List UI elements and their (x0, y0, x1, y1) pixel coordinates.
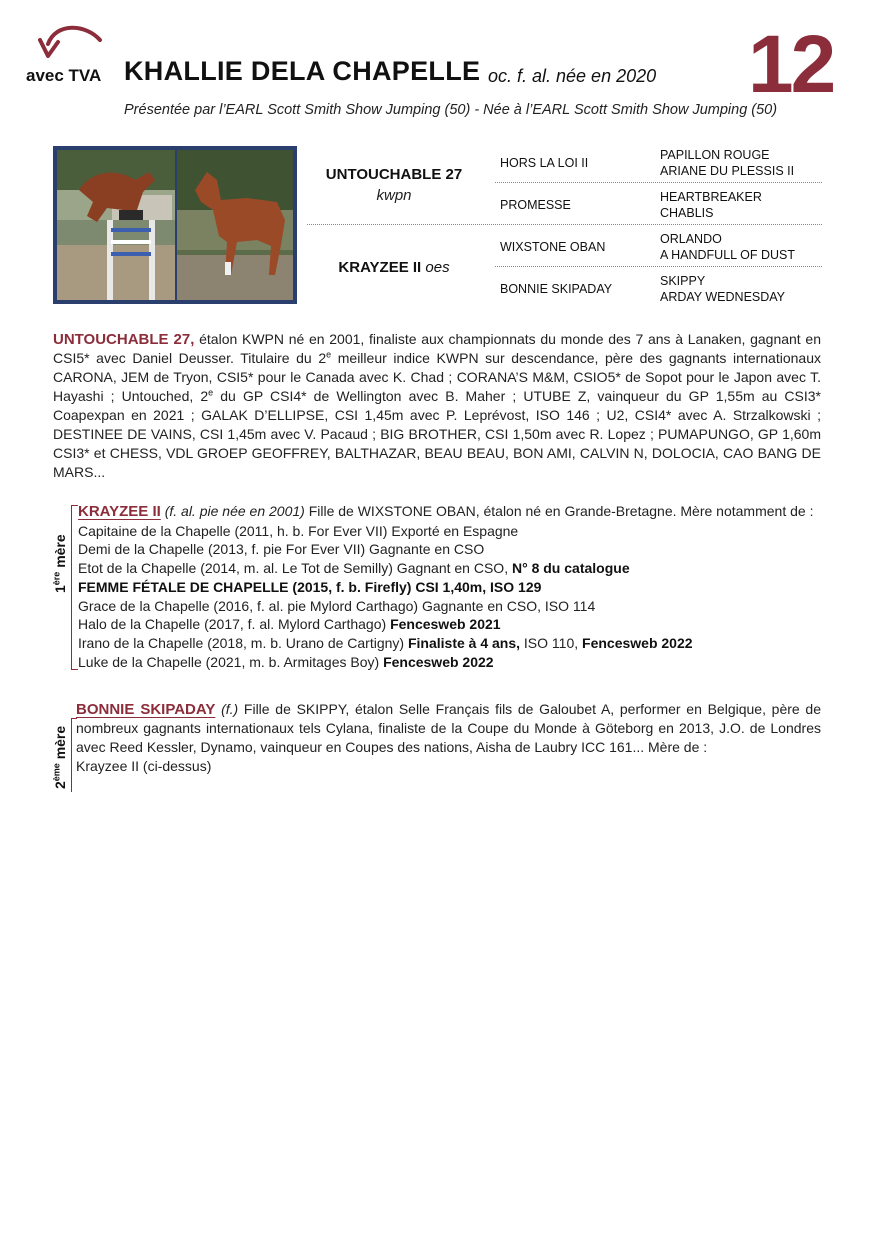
section-tick (71, 505, 78, 506)
granddam-paternal: PROMESSE (500, 198, 571, 212)
tva-label: avec TVA (26, 66, 102, 85)
great-grandparent-highlight: A HANDFULL OF DUST (660, 248, 795, 262)
sire-lead: UNTOUCHABLE 27, (53, 331, 195, 348)
second-dam-name: BONNIE SKIPADAY (76, 701, 216, 718)
first-dam-label: 1ère mère (51, 534, 68, 593)
great-grandparent: ORLANDO (660, 232, 722, 246)
great-grandparent: SKIPPY (660, 274, 706, 288)
horse-photo (53, 146, 297, 304)
grandsire-paternal: HORS LA LOI II (500, 156, 589, 170)
great-grandparent: ARDAY WEDNESDAY (660, 290, 786, 304)
granddam-maternal: BONNIE SKIPADAY (500, 282, 613, 296)
first-dam-header: KRAYZEE II (f. al. pie née en 2001) Fille de WIXSTONE OBAN, étalon né en Grande-Bretagne. Mère notamment de : (78, 503, 814, 520)
second-dam-label: 2ème mère (51, 725, 68, 789)
dam-line (305, 259, 483, 276)
produce-line: Halo de la Chapelle (2017, f. al. Mylord Carthago) Fencesweb 2021 (78, 616, 501, 633)
second-dam-section: BONNIE SKIPADAY (f.) Fille de SKIPPY, étalon Selle Français fils de Galoubet A, performer en Belgique, père de nombreux gagnants internationaux tels Cylana, finaliste de la Coupe du Monde à Göteborg en 2013, J.O. de Londres avec Reed Kessler, Dynamo, vainqueur en Coupes des nations, Aisha de Laubry ICC 161... Mère de : Krayzee II (ci-dessus) (76, 701, 821, 774)
horse-name: KHALLIE DELA CHAPELLE (124, 56, 481, 86)
grandsire-maternal: WIXSTONE OBAN (500, 240, 606, 254)
great-grandparent: PAPILLON ROUGE (660, 148, 770, 162)
produce-line: Grace de la Chapelle (2016, f. al. pie Mylord Carthago) Gagnante en CSO, ISO 114 (78, 597, 596, 614)
jumping-photo (57, 150, 175, 300)
curved-arrow-icon (38, 22, 104, 66)
presenter-line: Présentée par l’EARL Scott Smith Show Jumping (50) - Née à l’EARL Scott Smith Show Jumping (50) (124, 102, 778, 118)
section-tick (71, 669, 78, 670)
section-bar (71, 718, 72, 792)
produce-line: Demi de la Chapelle (2013, f. pie For Ever VII) Gagnante en CSO (78, 541, 485, 558)
divider (495, 266, 822, 267)
dam-name: KRAYZEE II (338, 259, 422, 276)
produce-line: Luke de la Chapelle (2021, m. b. Armitages Boy) Fencesweb 2022 (78, 653, 494, 670)
first-dam-name: KRAYZEE II (78, 503, 161, 520)
lot-number: 12 (748, 19, 834, 110)
divider (495, 182, 822, 183)
produce-line: FEMME FÉTALE DE CHAPELLE (2015, f. b. Firefly) CSI 1,40m, ISO 129 (78, 578, 542, 595)
divider (307, 224, 822, 225)
horse-info: oc. f. al. née en 2020 (488, 66, 657, 86)
produce-line: Capitaine de la Chapelle (2011, h. b. For Ever VII) Exporté en Espagne (78, 522, 519, 539)
first-dam-section (78, 502, 822, 671)
sire-breed: kwpn (376, 187, 412, 204)
produce-line: Krayzee II (ci-dessus) (76, 758, 212, 774)
produce-line: Etot de la Chapelle (2014, m. al. Le Tot de Semilly) Gagnant en CSO, N° 8 du catalogue (78, 560, 630, 577)
sire-description: UNTOUCHABLE 27, étalon KWPN né en 2001, finaliste aux championnats du monde des 7 ans à Lanaken, gagnant en CSI5* avec Daniel Deusser. Titulaire du 2e meilleur indice KWPN sur descendance, père des gagnants internationaux CARONA, JEM de Tryon, CSI5* pour le Canada avec K. Chad ; CORANA’S M&M, CSIO5* de Sopot pour le Japon avec T. Hayashi ; Untouched, 2e du GP CSI4* de Wellington avec B. Maher ; UTUBE Z, vainqueur du GP 1,55m au CSI3* Coapexpan en 2021 ; GALAK D’ELLIPSE, CSI 1,45m avec P. Leprévost, ISO 146 ; U2, CSI4* avec A. Strzalkowski ; DESTINEE DE VAINS, CSI 1,45m avec V. Pacaud ; BIG BROTHER, CSI 1,50m avec R. Lopez ; PUMAPUNGO, GP 1,60m CSI3* et CHESS, VDL GROEP GEOFFREY, BALTHAZAR, BEAU BEAU, BON AMI, CALVIN N, DOLOCIA, CAO BANG DE MARS... (53, 331, 821, 480)
produce-line: Irano de la Chapelle (2018, m. b. Urano de Cartigny) Finaliste à 4 ans, ISO 110, Fencesweb 2022 (78, 634, 693, 651)
standing-photo (177, 150, 293, 300)
great-grandparent: ARIANE DU PLESSIS II (660, 164, 795, 178)
dam-breed: oes (425, 259, 450, 276)
great-grandparent: HEARTBREAKER (660, 190, 762, 204)
section-bar (71, 505, 72, 670)
great-grandparent: CHABLIS (660, 206, 714, 220)
sire-name: UNTOUCHABLE 27 (325, 166, 463, 183)
